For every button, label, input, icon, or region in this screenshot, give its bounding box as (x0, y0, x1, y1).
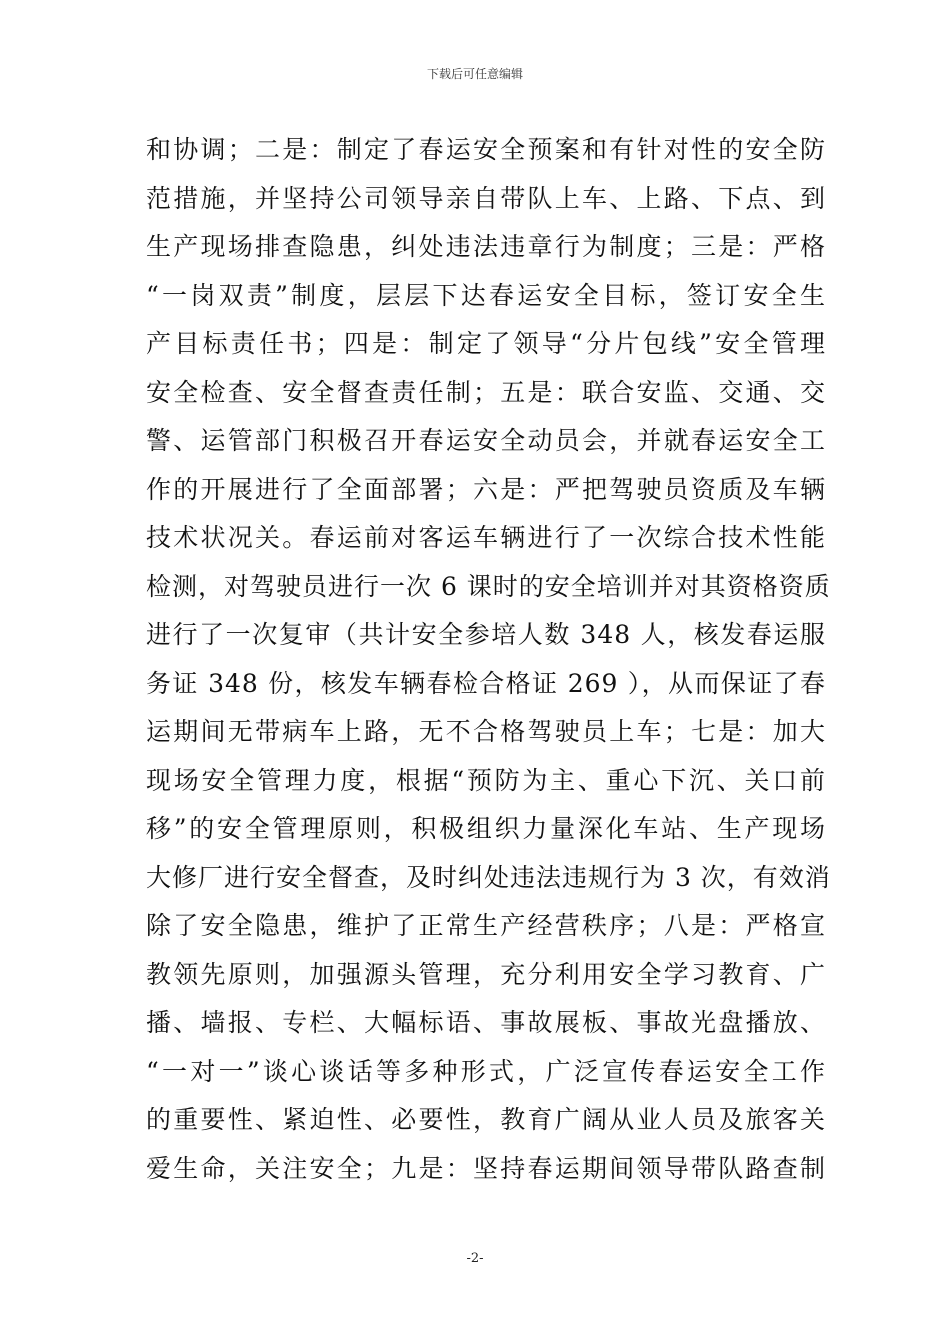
text-line-22: 爱生命，关注安全；九是：坚持春运期间领导带队路查制 (146, 1153, 826, 1183)
text-line-7: 警、运管部门积极召开春运安全动员会，并就春运安全工 (146, 426, 826, 455)
text-line-8: 作的开展进行了全面部署；六是：严把驾驶员资质及车辆 (146, 474, 826, 504)
text-line-17: 除了安全隐患，维护了正常生产经营秩序；八是：严格宣 (146, 911, 826, 940)
text-line-12: 务证 348 份，核发车辆春检合格证 269 ），从而保证了春 (146, 668, 826, 698)
text-line-13: 运期间无带病车上路，无不合格驾驶员上车；七是：加大 (146, 717, 826, 746)
text-line-5: 产目标责任书；四是：制定了领导“分片包线”安全管理 (146, 329, 826, 358)
page-number: -2- (466, 1251, 484, 1266)
text-line-18: 教领先原则，加强源头管理，充分利用安全学习教育、广 (146, 959, 826, 989)
text-line-15: 移”的安全管理原则，积极组织力量深化车站、生产现场 (146, 814, 826, 843)
text-line-20: “一对一”谈心谈话等多种形式，广泛宣传春运安全工作 (146, 1056, 826, 1086)
text-line-6: 安全检查、安全督查责任制；五是：联合安监、交通、交 (146, 377, 826, 407)
text-line-11: 进行了一次复审（共计安全参培人数 348 人，核发春运服 (146, 620, 826, 649)
page-header: 下载后可任意编辑 (426, 67, 523, 81)
text-line-21: 的重要性、紧迫性、必要性，教育广阔从业人员及旅客关 (146, 1105, 826, 1134)
text-line-14: 现场安全管理力度，根据“预防为主、重心下沉、关口前 (146, 765, 826, 795)
text-line-3: 生产现场排查隐患，纠处违法违章行为制度；三是：严格 (146, 232, 826, 261)
text-line-16: 大修厂进行安全督查，及时纠处违法违规行为 3 次，有效消 (146, 862, 831, 892)
text-line-10: 检测，对驾驶员进行一次 6 课时的安全培训并对其资格资质 (146, 571, 831, 601)
body-text (146, 126, 831, 1193)
text-line-1: 和协调；二是：制定了春运安全预案和有针对性的安全防 (146, 135, 826, 164)
text-line-9: 技术状况关。春运前对客运车辆进行了一次综合技术性能 (146, 523, 826, 552)
text-line-2: 范措施，并坚持公司领导亲自带队上车、上路、下点、到 (146, 183, 826, 213)
text-line-4: “一岗双责”制度，层层下达春运安全目标，签订安全生 (146, 280, 826, 310)
text-line-19: 播、墙报、专栏、大幅标语、事故展板、事故光盘播放、 (146, 1008, 826, 1037)
